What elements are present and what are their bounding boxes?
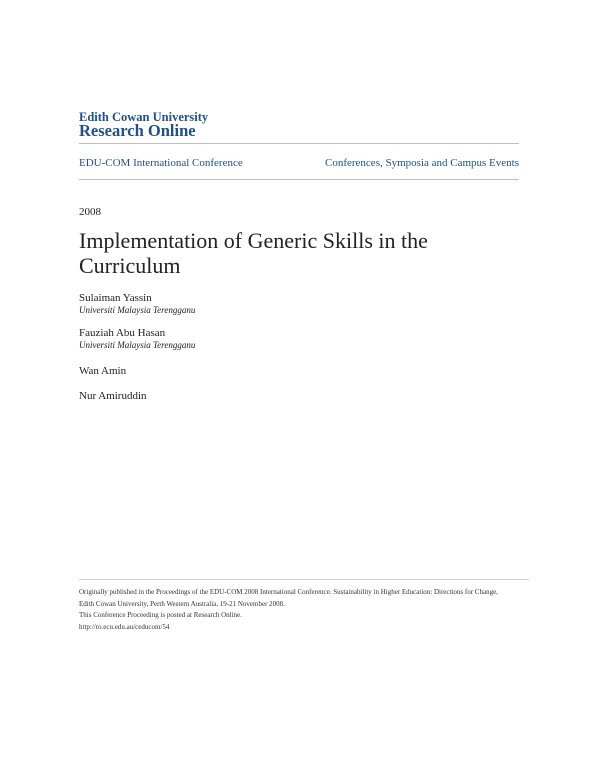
author-affiliation: Universiti Malaysia Terengganu	[79, 340, 196, 350]
author-name: Sulaiman Yassin	[79, 292, 152, 304]
conference-link[interactable]: EDU-COM International Conference	[79, 157, 243, 169]
institution-name: Edith Cowan University	[79, 110, 209, 124]
nav-divider	[79, 179, 519, 180]
footer-line: This Conference Proceeding is posted at Research Online.	[79, 611, 242, 619]
publication-year: 2008	[79, 206, 101, 218]
author-name: Wan Amin	[79, 365, 127, 377]
footer-url: http://ro.ecu.edu.au/ceducom/54	[79, 622, 170, 631]
author-name: Fauziah Abu Hasan	[79, 327, 166, 339]
author-name: Nur Amiruddin	[79, 390, 147, 402]
footer-divider	[79, 579, 529, 580]
paper-title: Implementation of Generic Skills in the Curriculum	[79, 228, 428, 278]
citation-footer	[79, 587, 524, 633]
header-divider	[79, 143, 519, 144]
repository-name: Research Online	[79, 121, 196, 140]
collection-link[interactable]: Conferences, Symposia and Campus Events	[325, 157, 519, 169]
footer-line: Edith Cowan University, Perth Western Australia, 19-21 November 2008.	[79, 599, 285, 608]
author-affiliation: Universiti Malaysia Terengganu	[79, 305, 196, 315]
footer-line: Originally published in the Proceedings of the EDU-COM 2008 International Conference. Sustainability in Higher Education: Directions for Change,	[79, 588, 498, 596]
